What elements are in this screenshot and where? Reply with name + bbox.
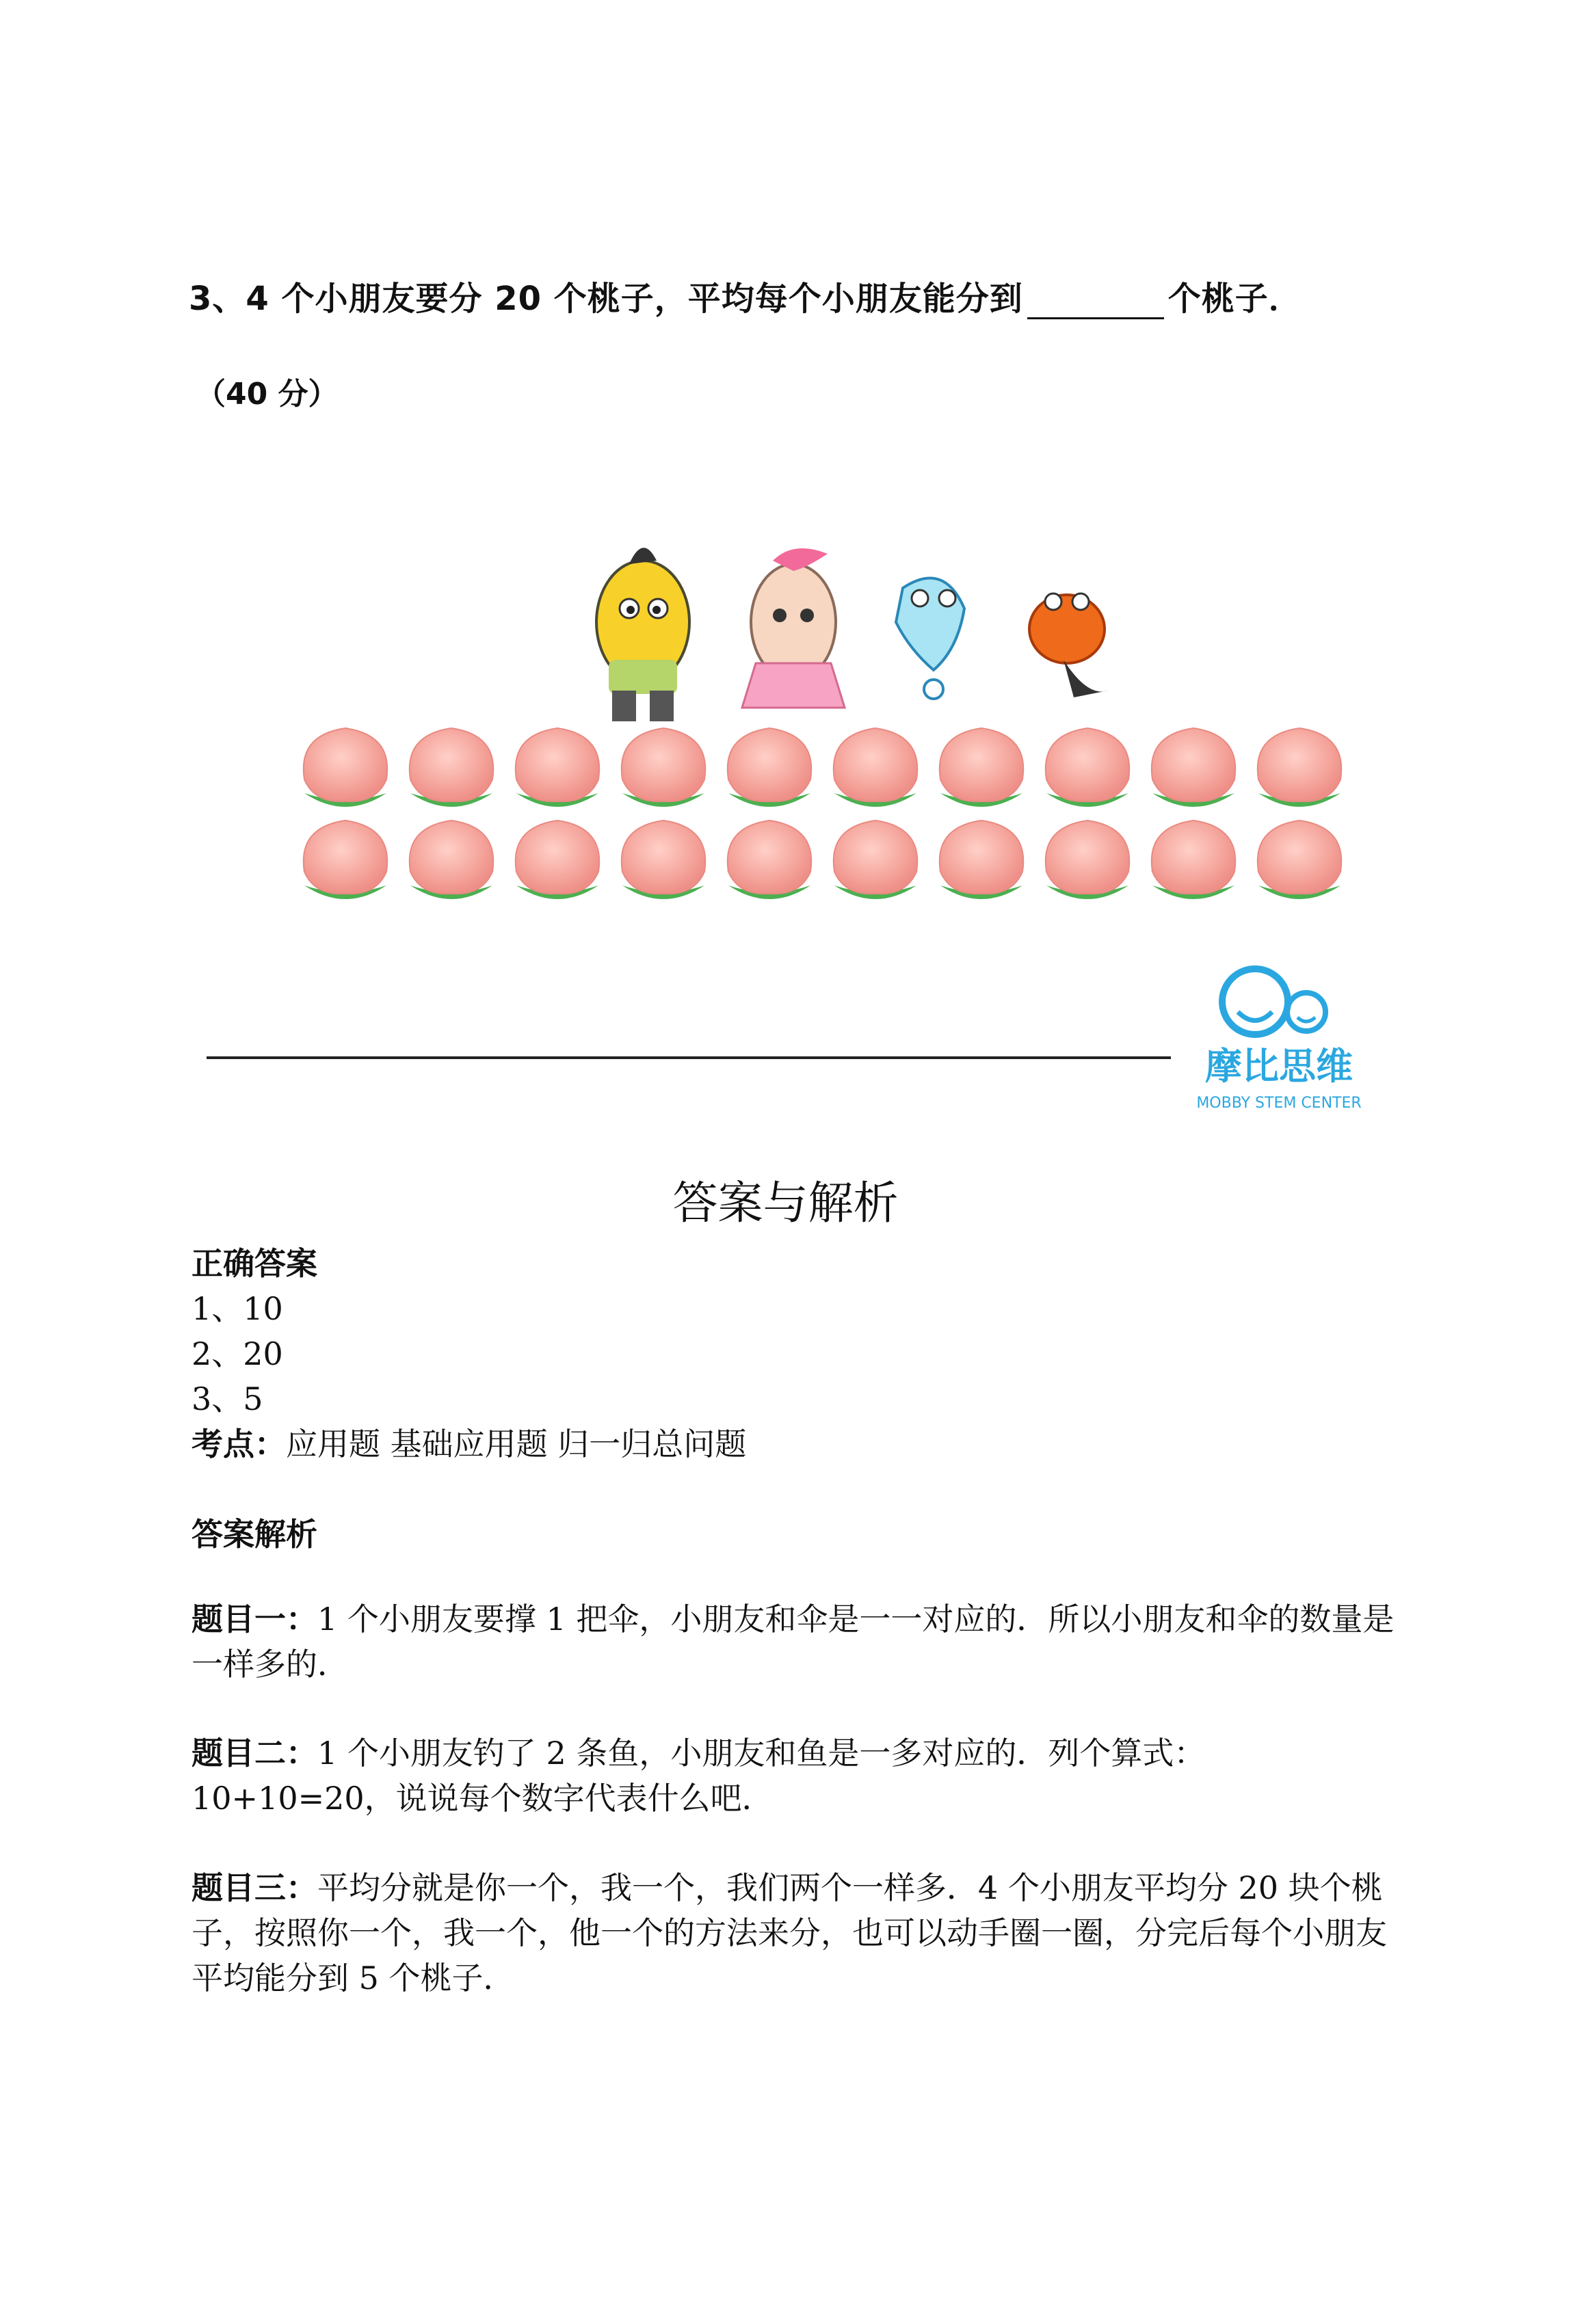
analysis-item-1 [192, 1597, 1395, 1687]
analysis-item-text: 平均分就是你一个，我一个，我们两个一样多．4 个小朋友平均分 20 块个桃子，按照你一个，我一个，他一个的方法来分，也可以动手圈一圈，分完后每个小朋友平均能分到 5 个桃子． [192, 1869, 1387, 1996]
character-blue [896, 578, 964, 699]
answer-section-title: 答案与解析 [672, 1177, 899, 1229]
key-points [192, 1419, 746, 1465]
character-pink [742, 548, 845, 708]
analysis-item-label: 题目二： [192, 1735, 317, 1772]
answer-blank[interactable] [1027, 287, 1164, 319]
peach-grid [304, 728, 1342, 899]
mobby-logo [1193, 964, 1364, 1121]
peach-icon [1046, 728, 1130, 807]
key-points-label: 考点： [192, 1426, 286, 1462]
peach-icon [622, 820, 706, 899]
peach-icon [940, 728, 1024, 807]
peach-icon [622, 728, 706, 807]
peach-icon [304, 820, 388, 899]
logo-name-en: MOBBY STEM CENTER [1196, 1095, 1362, 1112]
peach-icon [728, 820, 812, 899]
peach-icon [304, 728, 388, 807]
peach-icon [516, 820, 600, 899]
character-yellow [596, 548, 689, 721]
analysis-item-text: 1 个小朋友要撑 1 把伞，小朋友和伞是一一对应的．所以小朋友和伞的数量是一样多的． [192, 1601, 1395, 1683]
answer-1: 1、10 [192, 1290, 283, 1327]
question-3 [189, 272, 1302, 319]
peach-icon [940, 820, 1024, 899]
peach-icon [1258, 728, 1342, 807]
peach-icon [516, 728, 600, 807]
question-3-suffix: 个桃子． [1167, 280, 1302, 318]
analysis-label: 答案解析 [192, 1516, 317, 1553]
question-3-text: 3、4 个小朋友要分 20 个桃子，平均每个小朋友能分到 [189, 280, 1023, 318]
analysis-item-2 [192, 1731, 1395, 1821]
peach-icon [1046, 820, 1130, 899]
peach-icon [1152, 728, 1236, 807]
peach-icon [834, 820, 918, 899]
logo-small-face-icon [1287, 993, 1325, 1031]
analysis-item-label: 题目一： [192, 1601, 317, 1638]
peach-icon [410, 820, 494, 899]
section-divider [207, 1056, 1171, 1059]
peach-icon [728, 728, 812, 807]
logo-name-cn: 摩比思维 [1205, 1045, 1353, 1088]
logo-big-face-icon [1222, 969, 1288, 1034]
analysis-item-3 [192, 1865, 1395, 2001]
correct-answer-label: 正确答案 [192, 1245, 317, 1282]
analysis-item-text: 1 个小朋友钓了 2 条鱼，小朋友和鱼是一多对应的．列个算式：10+10=20，说说每个数字代表什么吧． [192, 1735, 1206, 1817]
analysis-item-label: 题目三： [192, 1869, 317, 1906]
peach-icon [834, 728, 918, 807]
question-score: （40 分） [196, 377, 339, 412]
peach-icon [1152, 820, 1236, 899]
peach-icon [410, 728, 494, 807]
character-orange [1029, 593, 1108, 697]
key-points-text: 应用题 基础应用题 归一归总问题 [286, 1426, 747, 1462]
answer-2: 2、20 [192, 1335, 283, 1372]
peach-illustration [301, 533, 1395, 916]
peach-icon [1258, 820, 1342, 899]
answer-3: 3、5 [192, 1380, 263, 1417]
